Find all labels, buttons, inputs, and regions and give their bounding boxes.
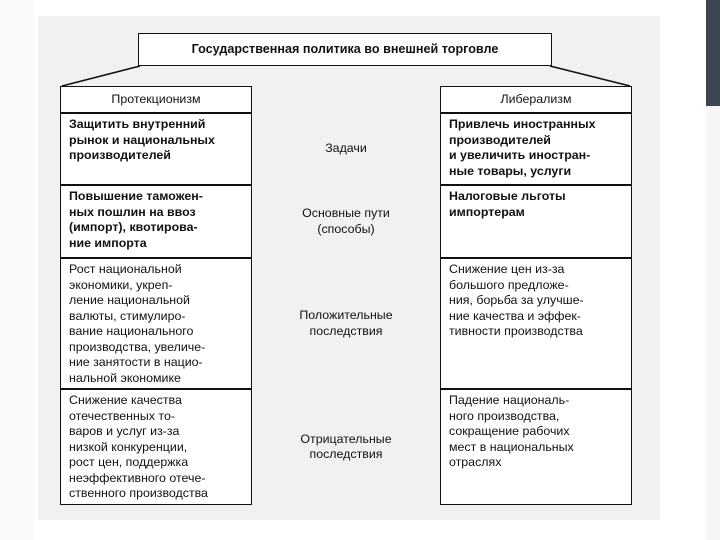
- right-cell-negative: Падение националь- ного производства, сокращение рабочих мест в национальных отраслях: [440, 389, 632, 505]
- category-positive: Положительные последствия: [299, 308, 393, 338]
- header-liberalism: Либерализм: [440, 86, 632, 113]
- connector-left: [62, 66, 140, 86]
- left-cell-positive: Рост национальной экономики, укреп- ление национальной валюты, стимулиро- вание национального производства, увеличе- ние занятости в нацио- нальной экономике: [60, 258, 252, 389]
- left-cell-tasks: Защитить внутренний рынок и национальных производителей: [60, 113, 252, 185]
- diagram-title: Государственная политика во внешней торговле: [138, 33, 552, 66]
- left-cell-methods: Повышение таможен- ных пошлин на ввоз (импорт), квотирова- ние импорта: [60, 185, 252, 258]
- right-cell-methods: Налоговые льготы импортерам: [440, 185, 632, 258]
- category-negative: Отрицательные последствия: [300, 431, 392, 461]
- category-methods: Основные пути (способы): [302, 206, 390, 236]
- left-cell-negative: Снижение качества отечественных то- варов и услуг из-за низкой конкуренции, рост цен, поддержка неэффективного отече- ственного производства: [60, 389, 252, 505]
- header-protectionism: Протекционизм: [60, 86, 252, 113]
- right-cell-tasks: Привлечь иностранных производителей и увеличить иностран- ные товары, услуги: [440, 113, 632, 185]
- connector-right: [550, 66, 630, 86]
- right-cell-positive: Снижение цен из-за большого предложе- ния, борьба за улучше- ние качества и эффек- тивности производства: [440, 258, 632, 389]
- category-tasks: Задачи: [325, 141, 367, 156]
